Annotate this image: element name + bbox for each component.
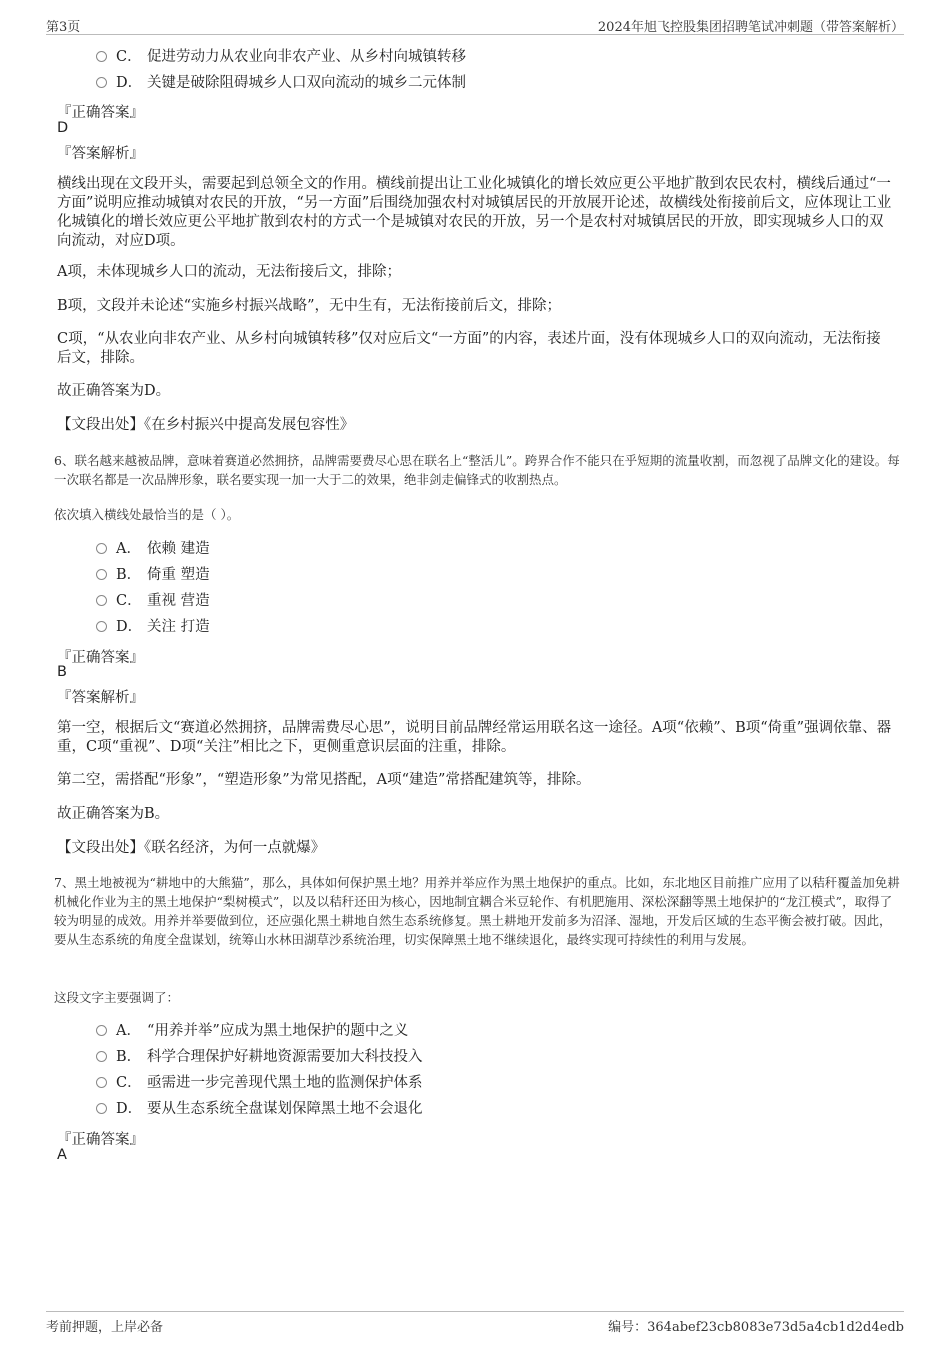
q7-answer-label: 『正确答案』 bbox=[57, 1132, 144, 1148]
q6-option-a[interactable]: A． 依赖 建造 bbox=[96, 539, 210, 559]
document-id: 编号：364abef23cb8083e73d5a4cb1d2d4edb bbox=[608, 1320, 904, 1335]
q5-analysis-paragraph: B项，文段并未论述“实施乡村振兴战略”，无中生有，无法衔接前后文，排除； bbox=[57, 298, 561, 314]
q5-analysis-paragraph: 横线出现在文段开头，需要起到总领全文的作用。横线前提出让工业化城镇化的增长效应更公平地扩散到农民农村，横线后通过“一方面”说明应推动城镇对农民的开放，“另一方面”后围绕加强农村对城镇居民的开放展开论述，故横线处衔接前后文，应体现让工业化城镇化的增长效应更公平地扩散到农村的方式一个是城镇对农民的开放，另一个是农村对城镇居民的开放，即实现城乡人口的双向流动，对应D项。 bbox=[57, 176, 892, 249]
q7-answer: A bbox=[57, 1147, 67, 1163]
q5-answer-label: 『正确答案』 bbox=[57, 105, 144, 121]
page-footer bbox=[46, 1311, 904, 1334]
q6-answer-label: 『正确答案』 bbox=[57, 650, 144, 666]
q7-option-b[interactable]: B． 科学合理保护好耕地资源需要加大科技投入 bbox=[96, 1047, 423, 1067]
radio-icon[interactable] bbox=[96, 77, 107, 88]
q5-source: 【文段出处】《在乡村振兴中提高发展包容性》 bbox=[57, 417, 355, 433]
document-title: 2024年旭飞控股集团招聘笔试冲刺题（带答案解析） bbox=[597, 20, 904, 35]
radio-icon[interactable] bbox=[96, 1051, 107, 1062]
radio-icon[interactable] bbox=[96, 1025, 107, 1036]
q5-analysis-paragraph: A项，未体现城乡人口的流动，无法衔接后文，排除； bbox=[57, 264, 401, 280]
page-number: 第3页 bbox=[46, 20, 81, 35]
q5-analysis-paragraph: C项，“从农业向非农产业、从乡村向城镇转移”仅对应后文“一方面”的内容，表述片面，没有体现城乡人口的双向流动，无法衔接后文，排除。 bbox=[57, 331, 881, 366]
radio-icon[interactable] bbox=[96, 1077, 107, 1088]
q7-instruction: 这段文字主要强调了： bbox=[54, 990, 180, 1005]
q6-analysis-paragraph: 故正确答案为B。 bbox=[57, 806, 170, 822]
q6-analysis-paragraph: 第一空，根据后文“赛道必然拥挤，品牌需费尽心思”，说明目前品牌经常运用联名这一途径。A项“依赖”、B项“倚重”强调依靠、器重，C项“重视”、D项“关注”相比之下，更侧重意识层面的注重，排除。 bbox=[57, 720, 892, 755]
radio-icon[interactable] bbox=[96, 595, 107, 606]
radio-icon[interactable] bbox=[96, 51, 107, 62]
radio-icon[interactable] bbox=[96, 543, 107, 554]
radio-icon[interactable] bbox=[96, 1103, 107, 1114]
q6-analysis-label: 『答案解析』 bbox=[57, 690, 144, 706]
q5-answer: D bbox=[57, 120, 69, 136]
q6-option-d[interactable]: D． 关注 打造 bbox=[96, 617, 210, 637]
q5-option-d[interactable]: D． 关键是破除阻碍城乡人口双向流动的城乡二元体制 bbox=[96, 73, 466, 93]
q6-option-b[interactable]: B． 倚重 塑造 bbox=[96, 565, 210, 585]
q6-instruction: 依次填入横线处最恰当的是（ ）。 bbox=[54, 507, 240, 522]
q7-option-a[interactable]: A． “用养并举”应成为黑土地保护的题中之义 bbox=[96, 1021, 408, 1041]
q5-option-c[interactable]: C． 促进劳动力从农业向非农产业、从乡村向城镇转移 bbox=[96, 47, 466, 67]
q5-analysis-paragraph: 故正确答案为D。 bbox=[57, 383, 171, 399]
q6-analysis-paragraph: 第二空，需搭配“形象”，“塑造形象”为常见搭配，A项“建造”常搭配建筑等，排除。 bbox=[57, 772, 591, 788]
page-header bbox=[46, 14, 904, 35]
q7-option-d[interactable]: D． 要从生态系统全盘谋划保障黑土地不会退化 bbox=[96, 1099, 423, 1119]
q7-option-c[interactable]: C． 亟需进一步完善现代黑土地的监测保护体系 bbox=[96, 1073, 423, 1093]
q5-analysis-label: 『答案解析』 bbox=[57, 146, 144, 162]
q6-option-c[interactable]: C． 重视 营造 bbox=[96, 591, 210, 611]
q6-question-text: 6、联名越来越被品牌，意味着赛道必然拥挤，品牌需要费尽心思在联名上“整活儿”。跨界合作不能只在乎短期的流量收割，而忽视了品牌文化的建设。每一次联名都是一次品牌形象，联名要实现一加一大于二的效果，绝非剑走偏锋式的收割热点。 bbox=[54, 453, 900, 487]
q6-answer: B bbox=[57, 664, 67, 680]
radio-icon[interactable] bbox=[96, 569, 107, 580]
q6-source: 【文段出处】《联名经济，为何一点就爆》 bbox=[57, 840, 326, 856]
q7-question-text: 7、黑土地被视为“耕地中的大熊猫”，那么，具体如何保护黑土地？用养并举应作为黑土地保护的重点。比如，东北地区目前推广应用了以秸秆覆盖加免耕机械化作业为主的黑土地保护“梨树模式”，以及以秸秆还田为核心，因地制宜耦合米豆轮作、有机肥施用、深松深翻等黑土地保护的“龙江模式”，取得了较为明显的成效。用养并举要做到位，还应强化黑土耕地自然生态系统修复。黑土耕地开发前多为沼泽、湿地，开发后区域的生态平衡会被打破。因此，要从生态系统的角度全盘谋划，统筹山水林田湖草沙系统治理，切实保障黑土地不继续退化，最终实现可持续性的利用与发展。 bbox=[54, 875, 900, 947]
footer-slogan: 考前押题，上岸必备 bbox=[46, 1320, 164, 1335]
radio-icon[interactable] bbox=[96, 621, 107, 632]
